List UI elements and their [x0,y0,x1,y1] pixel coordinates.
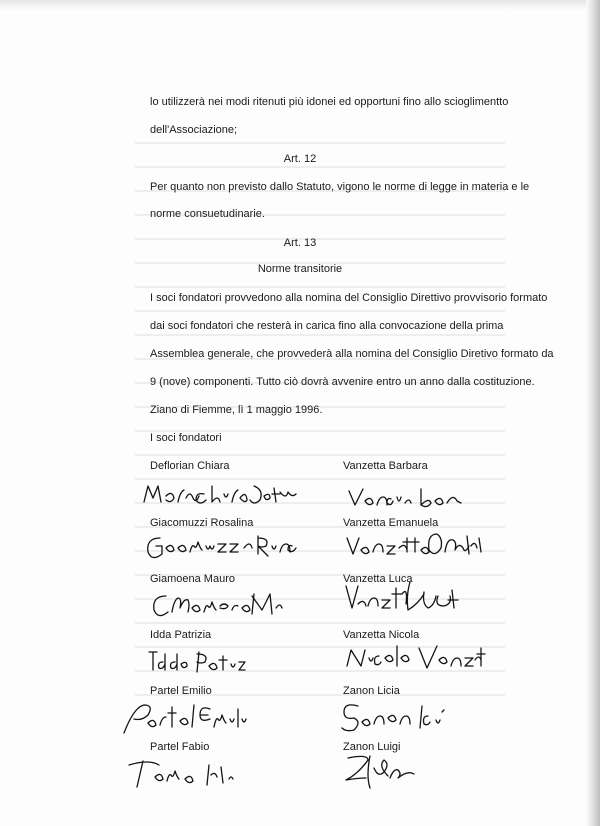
signature-partel-emilio [118,697,258,737]
signature-zanon-luigi [338,748,428,792]
signatory-name: Zanon Licia [343,685,400,697]
place-date: Ziano di Fiemme, lì 1 maggio 1996. [150,404,323,416]
signatory-name: Vanzetta Emanuela [343,517,439,529]
article-13-subheading: Norme transitorie [257,263,343,275]
signature-partel-fabio [125,755,245,791]
founders-label: I soci fondatori [150,432,222,444]
signature-giacomuzzi-rosalina [142,530,302,564]
signatory-name: Zanon Luigi [343,741,401,753]
signatory-name: Partel Emilio [150,685,212,697]
paragraph-line: lo utilizzerà nei modi ritenuti più idonei ed opportuni fino allo scioglimentto [150,96,509,108]
signatory-name: Vanzetta Luca [343,573,413,585]
signatory-name: Vanzetta Nicola [343,629,420,641]
paragraph-line: I soci fondatori provvedono alla nomina del Consiglio Direttivo provvisorio formato [150,292,548,304]
signatory-name: Partel Fabio [150,741,210,753]
signature-deflorian-chiara [140,478,300,512]
scan-shadow-top [0,0,600,10]
signature-vanzetta-nicola [343,640,493,674]
signature-vanzetta-luca [340,578,470,620]
signature-giamoena-mauro [148,588,288,620]
signatory-name: Giacomuzzi Rosalina [150,517,254,529]
article-12-heading: Art. 12 [283,153,317,165]
signatory-name: Deflorian Chiara [150,460,230,472]
paragraph-line: dell'Associazione; [150,124,238,136]
signatory-name: Idda Patrizia [150,629,212,641]
paragraph-line: Assemblea generale, che provvederà alla nomina del Consiglio Diretivo formato da [150,348,554,360]
article-13-heading: Art. 13 [283,237,317,249]
signature-vanzetta-barbara [345,483,465,511]
paragraph-line: norme consuetudinarie. [150,208,265,220]
paragraph-line: Per quanto non previsto dallo Statuto, vigono le norme di legge in materia e le [150,181,530,193]
signatory-name: Giamoena Mauro [150,573,235,585]
scan-shadow-right [586,0,600,826]
signature-zanon-licia [338,698,458,734]
paragraph-line: 9 (nove) componenti. Tutto ciò dovrà avvenire entro un anno dalla costituzione. [150,376,535,388]
signatory-name: Vanzetta Barbara [343,460,428,472]
signature-vanzetta-emanuela [343,528,493,568]
paragraph-line: dai soci fondatori che resterà in carica fino alla convocazione della prima [150,320,504,332]
signature-idda-patrizia [147,648,247,674]
